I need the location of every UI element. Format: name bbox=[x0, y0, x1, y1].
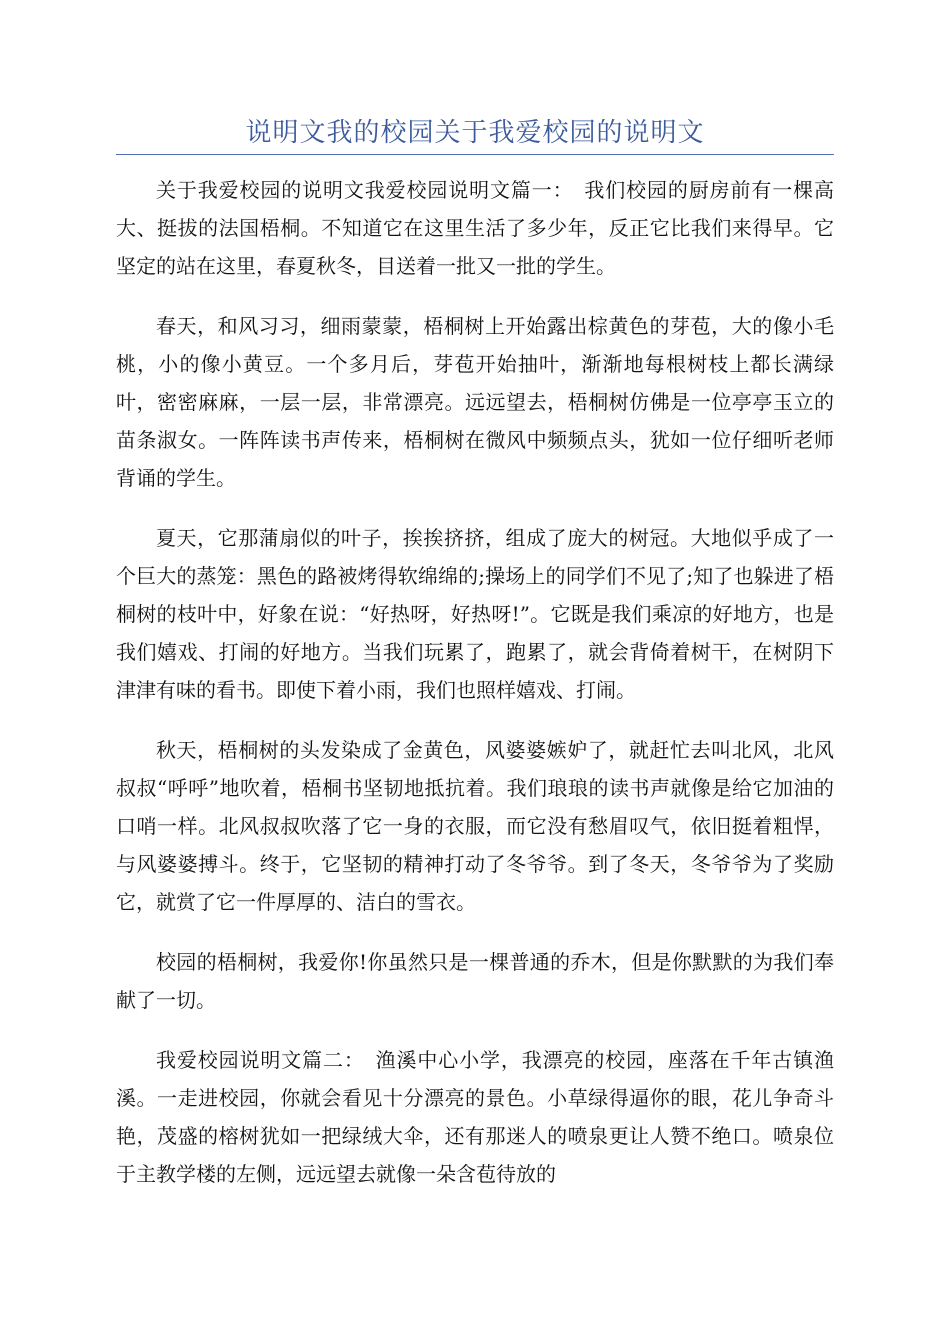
document-body bbox=[116, 171, 834, 1193]
paragraph-summer: 夏天，它那蒲扇似的叶子，挨挨挤挤，组成了庞大的树冠。大地似乎成了一个巨大的蒸笼：黑色的路被烤得软绵绵的;操场上的同学们不见了;知了也躲进了梧桐树的枝叶中，好象在说：“好热呀，好热呀!”。它既是我们乘凉的好地方，也是我们嬉戏、打闹的好地方。当我们玩累了，跑累了，就会背倚着树干，在树阴下津津有味的看书。即使下着小雨，我们也照样嬉戏、打闹。 bbox=[116, 526, 834, 702]
title-underline bbox=[116, 154, 834, 155]
document-page bbox=[116, 0, 834, 1215]
document-title: 说明文我的校园关于我爱校园的说明文 bbox=[245, 118, 705, 148]
paragraph-closing: 校园的梧桐树，我爱你!你虽然只是一棵普通的乔木，但是你默默的为我们奉献了一切。 bbox=[116, 950, 834, 1012]
paragraph-spring: 春天，和风习习，细雨蒙蒙，梧桐树上开始露出棕黄色的芽苞，大的像小毛桃，小的像小黄豆。一个多月后，芽苞开始抽叶，渐渐地每根树枝上都长满绿叶，密密麻麻，一层一层，非常漂亮。远远望去，梧桐树仿佛是一位亭亭玉立的苗条淑女。一阵阵读书声传来，梧桐树在微风中频频点头，犹如一位仔细听老师背诵的学生。 bbox=[116, 314, 834, 490]
paragraph-intro: 关于我爱校园的说明文我爱校园说明文篇一： 我们校园的厨房前有一棵高大、挺拔的法国梧桐。不知道它在这里生活了多少年，反正它比我们来得早。它坚定的站在这里，春夏秋冬，目送着一批又一批的学生。 bbox=[116, 178, 834, 278]
paragraph-autumn: 秋天，梧桐树的头发染成了金黄色，风婆婆嫉妒了，就赶忙去叫北风，北风叔叔“呼呼”地吹着，梧桐书坚韧地抵抗着。我们琅琅的读书声就像是给它加油的口哨一样。北风叔叔吹落了它一身的衣服，而它没有愁眉叹气，依旧挺着粗悍，与风婆婆搏斗。终于，它坚韧的精神打动了冬爷爷。到了冬天，冬爷爷为了奖励它，就赏了它一件厚厚的、洁白的雪衣。 bbox=[116, 738, 834, 914]
paragraph-second-essay: 我爱校园说明文篇二： 渔溪中心小学，我漂亮的校园，座落在千年古镇渔溪。一走进校园，你就会看见十分漂亮的景色。小草绿得逼你的眼，花儿争奇斗艳，茂盛的榕树犹如一把绿绒大伞，还有那迷人的喷泉更让人赞不绝口。喷泉位于主教学楼的左侧，远远望去就像一朵含苞待放的 bbox=[116, 1048, 834, 1186]
